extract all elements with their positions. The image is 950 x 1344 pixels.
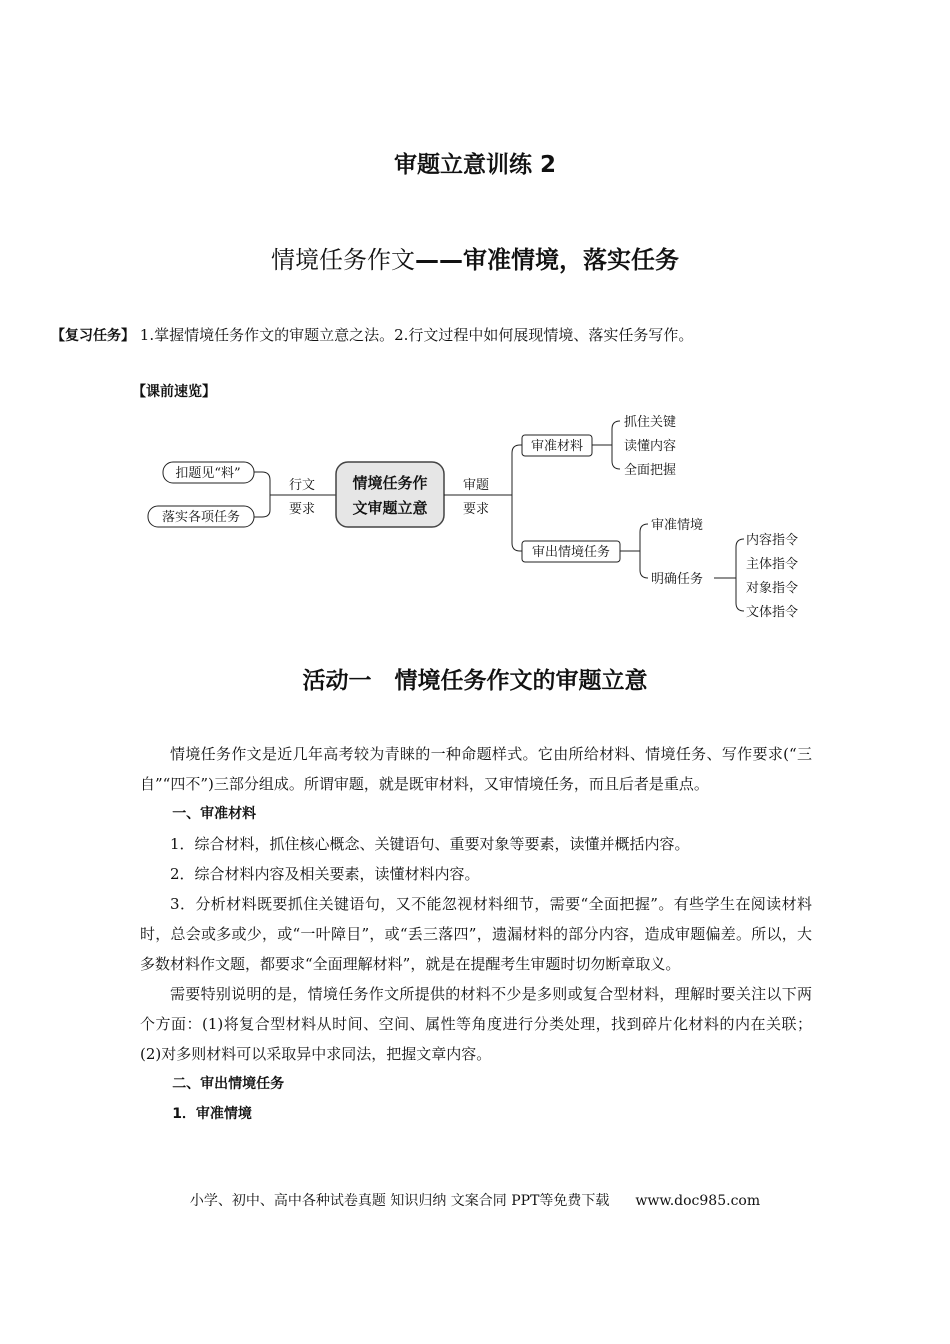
material-brace [612,421,620,469]
branch-task: 审出情境任务 [531,545,611,560]
left-box-1: 扣题见“料” [175,466,241,481]
footer-url[interactable]: www.doc985.com [635,1193,761,1209]
instruction-item-3: 对象指令 [746,581,799,596]
mind-map [0,0,950,640]
instruction-item-2: 主体指令 [746,557,799,572]
subtitle-prefix: 情境任务作文 [271,246,415,274]
center-node-line-2: 文审题立意 [352,499,428,517]
right-brace [512,445,522,551]
subtitle-suffix: 审准情境，落实任务 [463,246,679,274]
paragraph-intro: 情境任务作文是近几年高考较为青睐的一种命题样式。它由所给材料、情境任务、写作要求(“三自”“四不”)三部分组成。所谓审题，就是既审材料，又审情境任务，而且后者是重点。 [140,745,812,793]
paragraph-note: 需要特别说明的是，情境任务作文所提供的材料不少是多则或复合型材料，理解时要关注以下两个方面：(1)将复合型材料从时间、空间、属性等角度进行分类处理，找到碎片化材料的内在关联；(2)对多则材料可以采取异中求同法，把握文章内容。 [140,985,812,1063]
task-brace [640,524,648,578]
instruction-item-4: 文体指令 [746,605,799,620]
activity-title: 活动一 情境任务作文的审题立意 [302,668,648,694]
body-text [140,739,812,1129]
preview-tag: 【课前速览】 [132,384,216,400]
left-box-2: 落实各项任务 [161,510,241,525]
heading-situation: 1．审准情境 [172,1106,252,1122]
material-item-2: 读懂内容 [624,439,677,454]
center-node-line-1: 情境任务作 [352,474,428,492]
left-brace [254,472,270,517]
heading-review-material: 一、审准材料 [172,806,257,822]
task-sub-2: 明确任务 [651,572,704,587]
task-sub-1: 审准情境 [651,518,704,533]
paragraph-point-2: 2．综合材料内容及相关要素，读懂材料内容。 [170,865,480,883]
paragraph-point-1: 1．综合材料，抓住核心概念、关键语句、重要对象等要素，读懂并概括内容。 [170,835,690,853]
material-item-1: 抓住关键 [624,415,677,430]
heading-task: 二、审出情境任务 [172,1076,285,1092]
instruction-item-1: 内容指令 [746,533,799,548]
right-label-1: 审题 [462,478,490,493]
material-item-3: 全面把握 [624,463,677,478]
center-node-frame [336,462,444,527]
review-task-tag: 【复习任务】 [51,328,135,344]
review-task-text: 1.掌握情境任务作文的审题立意之法。2.行文过程中如何展现情境、落实任务写作。 [139,326,694,344]
paragraph-point-3: 3．分析材料既要抓住关键语句，又不能忽视材料细节，需要“全面把握”。有些学生在阅读材料时，总会或多或少，或“一叶障目”，或“丢三落四”，遗漏材料的部分内容，造成审题偏差。所以，大多数材料作文题，都要求“全面理解材料”，就是在提醒考生审题时切勿断章取义。 [140,895,812,973]
page-title: 审题立意训练 2 [393,152,556,178]
left-label-1: 行文 [288,478,316,493]
subtitle-dash: —— [415,246,463,274]
instruction-brace [736,539,744,611]
left-label-2: 要求 [288,502,316,517]
branch-material: 审准材料 [530,439,584,454]
footer-text: 小学、初中、高中各种试卷真题 知识归纳 文案合同 PPT等免费下载 [189,1193,610,1209]
right-label-2: 要求 [462,502,490,517]
footer [0,1190,950,1210]
